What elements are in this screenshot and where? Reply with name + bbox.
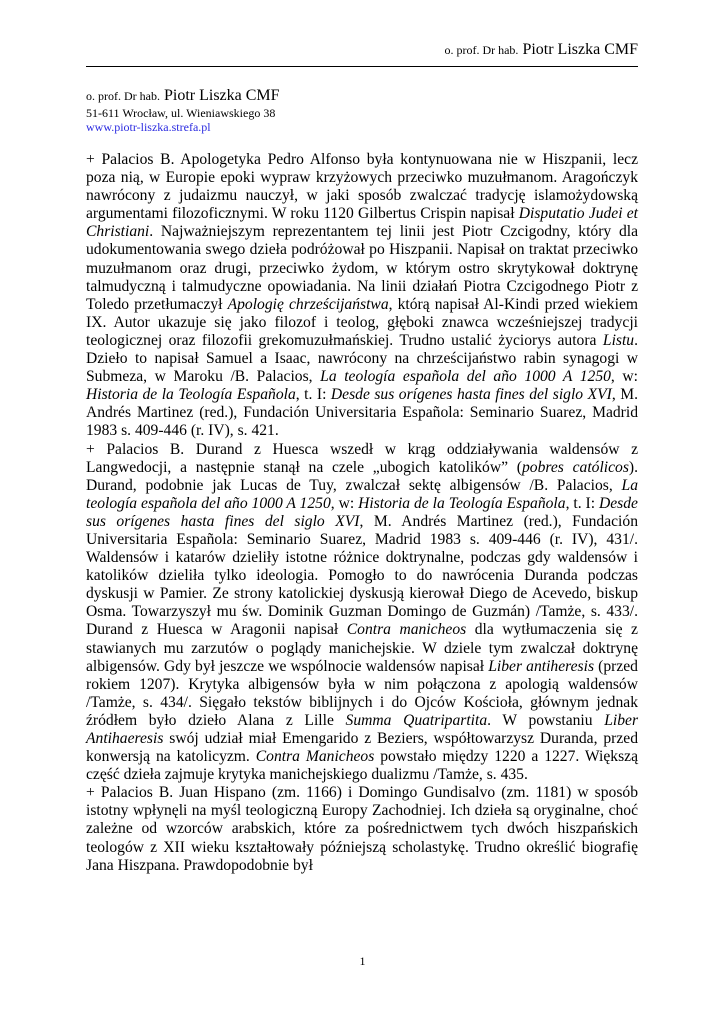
paragraph-text: , w: — [330, 494, 359, 512]
paragraph-text: (przed rokiem 1207). Krytyka albigensów była w nim połączona z apologią waldensów /Tamże, s. 434/. Sięgało tekstów biblijnych i do Ojców Kościoła, głównym jednak źródłem było dzieło Alana z Lille — [86, 657, 638, 729]
italic-title-text: Historia de la Teología Española — [358, 494, 566, 512]
website-link[interactable]: www.piotr-liszka.strefa.pl — [86, 120, 211, 134]
paragraph-text: + Palacios B. Durand z Huesca wszedł w krąg oddziaływania waldensów z Langwedocji, a następnie stanął na czele „ubogich katolików” ( — [86, 440, 638, 476]
author-name: Piotr Liszka CMF — [163, 87, 280, 104]
author-line — [86, 86, 638, 106]
paragraph — [86, 151, 638, 441]
paragraph-text: , którą napisał Al-Kindi przed wiekiem IX. Autor ukazuje się jako filozof i teolog, głęboki znawca wcześniejszej tradycji teologicznej oraz filozofii grekomuzułmańskiej. Trudno ustalić życiorys autora — [86, 295, 638, 349]
italic-title-text: Liber antiheresis — [488, 657, 595, 675]
header-title-name: Piotr Liszka CMF — [522, 41, 638, 58]
italic-title-text: Listu — [602, 331, 635, 349]
italic-title-text: Desde sus orígenes hasta fines del siglo XVI — [86, 494, 638, 530]
author-address: 51-611 Wrocław, ul. Wieniawskiego 38 — [86, 106, 276, 120]
italic-title-text: Desde sus orígenes hasta fines del siglo XVI — [330, 386, 612, 404]
paragraph — [86, 441, 638, 785]
italic-title-text: Historia de la Teología Española — [86, 386, 296, 404]
paragraph-text: ). Durand, podobnie jak Lucas de Tuy, zwalczał sektę albigensów /B. Palacios, — [86, 458, 638, 494]
running-header — [86, 40, 638, 60]
italic-title-text: Apologię chrześcijaństwa — [227, 295, 389, 313]
italic-title-text: Liber Antihaeresis — [86, 711, 639, 747]
paragraph-text: swój udział miał Emengarido z Beziers, współtowarzysz Duranda, przed konwersją na katolicyzm. — [86, 730, 638, 766]
italic-title-text: La teología española del año 1000 A 1250 — [86, 476, 638, 512]
paragraph-text: + Palacios B. Apologetyka Pedro Alfonso była kontynuowana nie w Hiszpanii, lecz poza nią, w Europie epoki wypraw krzyżowych przeciwko muzułmanom. Aragończyk nawrócony z judaizmu nauczył, w jaki sposób zwalczać tradycję islamożydowską argumentami filozoficznymi. W roku 1120 Gilbertus Crispin napisał — [86, 151, 638, 223]
italic-title-text: La teología española del año 1000 A 1250 — [320, 368, 611, 386]
author-block — [86, 86, 638, 134]
paragraph-text: , M. Andrés Martinez (red.), Fundación Universitaria Española: Seminario Suarez, Madrid 1983 s. 409-446 (r. IV), s. 421. — [86, 386, 638, 440]
header-divider — [86, 66, 638, 67]
paragraph-text: , w: — [610, 368, 639, 386]
paragraph-text: . Najważniejszym reprezentantem tej linii jest Piotr Czcigodny, który dla udokumentowania swego dzieła podróżował po Hiszpanii. Napisał on traktat przeciwko muzułmanom oraz drugi, przeciwko żydom, w którym ostro skrytykował doktrynę talmudyczną i talmudyczne opowiadania. Na linii działań Piotra Czcigodnego Piotr z Toledo przetłumaczył — [86, 223, 638, 313]
body-text — [86, 151, 638, 875]
paragraph-text: , M. Andrés Martinez (red.), Fundación Universitaria Española: Seminario Suarez, Madrid 1983 s. 409-446 (r. IV), 431/. Waldensów i katarów dzieliły istotne różnice doktrynalne, podczas gdy waldensów i katolików dzieliła tylko ideologia. Pomogło to do nawrócenia Duranda podczas dyskusji w Pamier. Ze strony katolickiej dyskusją kierował Diego de Acevedo, biskup Osma. Towarzyszył mu św. Dominik Guzman Domingo de Guzmán) /Tamże, s. 433/. Durand z Huesca w Aragonii napisał — [86, 512, 638, 639]
italic-title-text: Summa Quatripartita — [345, 711, 488, 729]
page-number: 1 — [359, 954, 366, 968]
italic-title-text: pobres católicos — [521, 458, 629, 476]
italic-title-text: Contra Manicheos — [255, 748, 375, 766]
paragraph-text: powstało między 1220 a 1227. Większą część dzieła zajmuje krytyka manichejskiego dualizmu /Tamże, s. 435. — [86, 748, 638, 784]
italic-title-text: Disputatio Judei et Christiani — [86, 205, 638, 241]
paragraph-text: . W powstaniu — [487, 711, 605, 729]
paragraph-text: , t. I: — [295, 386, 331, 404]
paragraph-text: , t. I: — [565, 494, 599, 512]
header-title-prefix: o. prof. Dr hab. — [444, 43, 519, 57]
paragraph-text: . Dzieło to napisał Samuel a Isaac, nawrócony na chrześcijaństwo rabin synagogi w Submeza, w Maroku /B. Palacios, — [86, 331, 638, 386]
italic-title-text: Contra manicheos — [346, 621, 467, 639]
paragraph-text: dla wytłumaczenia się z stawianych mu zarzutów o poglądy manichejskie. W dziele tym zwalczał doktrynę albigensów. Gdy był jeszcze we wspólnocie waldensów napisał — [86, 621, 638, 675]
paragraph — [86, 784, 638, 874]
author-prefix: o. prof. Dr hab. — [86, 89, 160, 103]
paragraph-text: + Palacios B. Juan Hispano (zm. 1166) i Domingo Gundisalvo (zm. 1181) w sposób istotny wpłynęli na myśl teologiczną Europy Zachodniej. Ich dzieła są oryginalne, choć zależne od wzorców arabskich, które za pośrednictwem tych dwóch hiszpańskich teologów z XII wieku kształtowały późniejszą scholastykę. Trudno określić biografię Jana Hiszpana. Prawdopodobnie był — [86, 784, 638, 874]
